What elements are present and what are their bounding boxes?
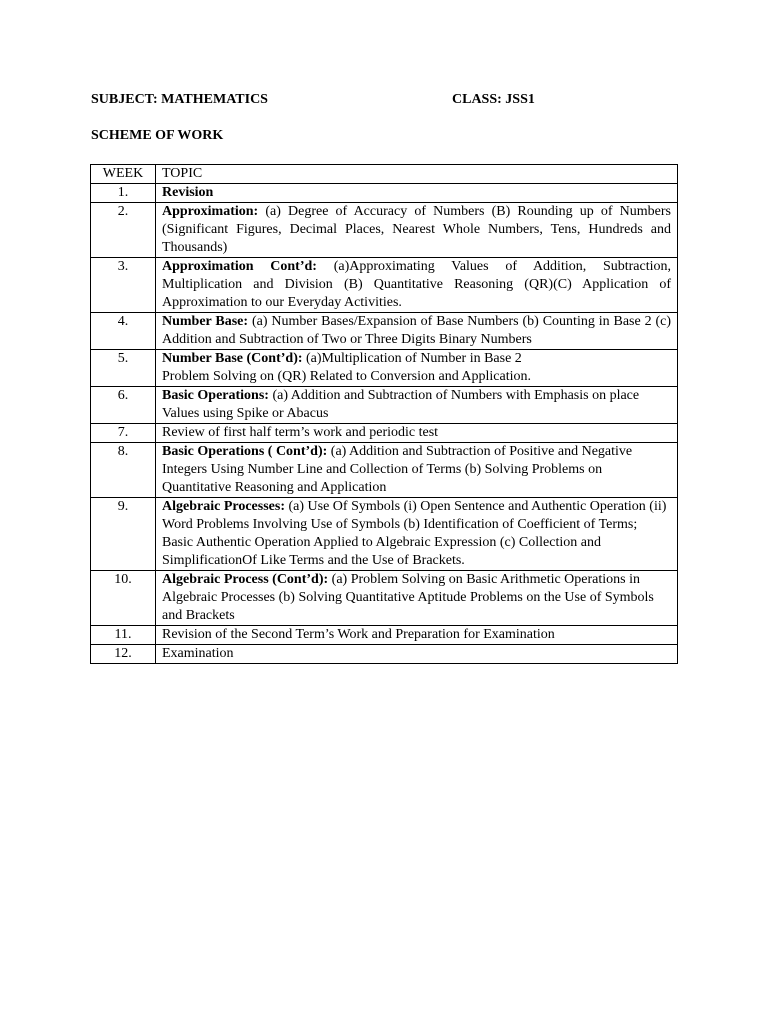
week-number: 5. [91,350,156,387]
table-row [91,203,678,258]
topic-cell [156,645,678,664]
table-row [91,626,678,645]
table-row [91,313,678,350]
topic-text: Revision of the Second Term’s Work and Preparation for Examination [162,627,555,642]
scheme-of-work-table [90,164,678,664]
table-row [91,424,678,443]
topic-text: (a) Problem Solving on Basic Arithmetic Operations in Algebraic Processes (b) Solving Quantitative Aptitude Problems on the Use of Symbols and Brackets [162,572,654,623]
table-body [91,184,678,664]
table-row [91,258,678,313]
table-header-row [91,165,678,184]
topic-heading: Basic Operations ( Cont’d): [162,444,328,459]
topic-heading: Revision [162,185,214,200]
topic-cell [156,203,678,258]
topic-text: (a) Addition and Subtraction of Numbers with Emphasis on place Values using Spike or Abacus [162,388,640,421]
topic-text-second-line: Problem Solving on (QR) Related to Conversion and Application. [162,369,532,384]
week-column-header: WEEK [91,165,156,184]
topic-heading: Number Base (Cont’d): [162,351,303,366]
subject-label: SUBJECT: MATHEMATICS [91,92,268,107]
topic-heading: Algebraic Processes: [162,499,285,514]
topic-text: (a)Approximating Values of Addition, Subtraction, Multiplication and Division (B) Quantitative Reasoning (QR)(C) Application of Approximation to our Everyday Activities. [162,259,672,310]
topic-cell [156,258,678,313]
week-number: 10. [91,571,156,626]
table-row [91,184,678,203]
week-number: 11. [91,626,156,645]
week-number: 4. [91,313,156,350]
topic-heading: Basic Operations: [162,388,269,403]
topic-column-header: TOPIC [156,165,678,184]
week-number: 7. [91,424,156,443]
document-header [91,92,677,110]
topic-text: Examination [162,646,234,661]
topic-cell [156,443,678,498]
topic-cell [156,498,678,571]
table-row [91,350,678,387]
topic-cell [156,184,678,203]
table-row [91,571,678,626]
table-row [91,645,678,664]
table-row [91,443,678,498]
week-number: 8. [91,443,156,498]
table-row [91,387,678,424]
topic-text: (a)Multiplication of Number in Base 2 [302,351,522,366]
table-row [91,498,678,571]
topic-heading: Algebraic Process (Cont’d): [162,572,329,587]
topic-heading: Approximation Cont’d: [162,259,317,274]
topic-cell [156,626,678,645]
week-number: 12. [91,645,156,664]
week-number: 9. [91,498,156,571]
topic-text: (a) Degree of Accuracy of Numbers (B) Rounding up of Numbers (Significant Figures, Decimal Places, Nearest Whole Numbers, Tens, Hundreds and Thousands) [162,204,671,255]
topic-heading: Approximation: [162,204,259,219]
class-label: CLASS: JSS1 [452,92,535,107]
topic-cell [156,350,678,387]
topic-text: (a) Addition and Subtraction of Positive and Negative Integers Using Number Line and Collection of Terms (b) Solving Problems on Quantitative Reasoning and Application [162,444,633,495]
topic-text: Review of first half term’s work and periodic test [162,425,439,440]
topic-cell [156,387,678,424]
topic-text: (a) Use Of Symbols (i) Open Sentence and Authentic Operation (ii) Word Problems Involving Use of Symbols (b) Identification of Coefficient of Terms; Basic Authentic Operation Applied to Algebraic Expression (c) Collection and SimplificationOf Like Terms and the Use of Brackets. [162,499,667,568]
page-title: SCHEME OF WORK [91,128,224,143]
topic-heading: Number Base: [162,314,249,329]
week-number: 1. [91,184,156,203]
topic-text: (a) Number Bases/Expansion of Base Numbers (b) Counting in Base 2 (c) Addition and Subtraction of Two or Three Digits Binary Numbers [162,314,672,347]
week-number: 3. [91,258,156,313]
week-number: 6. [91,387,156,424]
week-number: 2. [91,203,156,258]
topic-cell [156,571,678,626]
topic-cell [156,313,678,350]
topic-cell [156,424,678,443]
